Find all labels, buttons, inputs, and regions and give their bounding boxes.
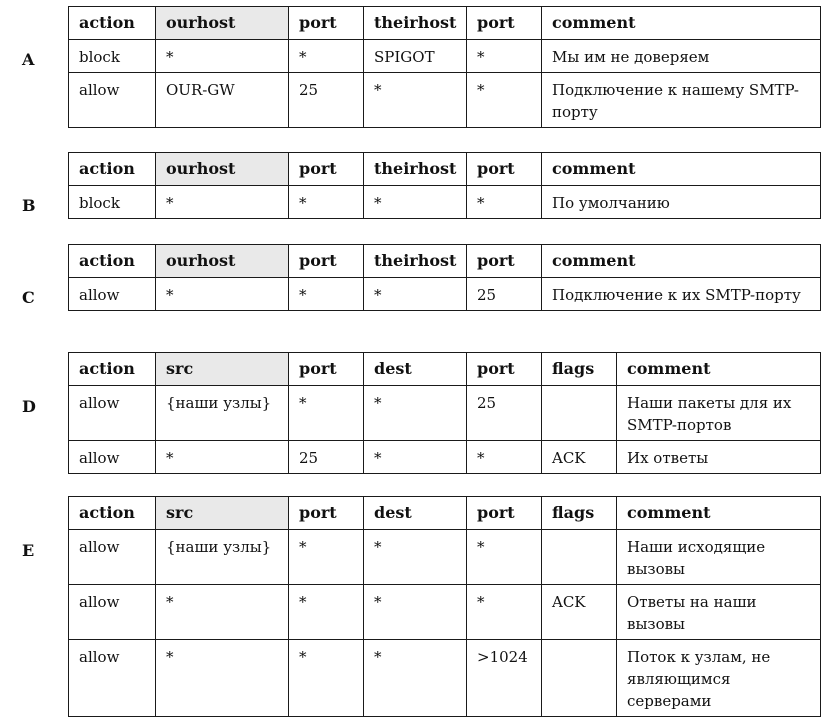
header-port: port xyxy=(289,245,364,278)
cell-comment: По умолчанию xyxy=(542,186,821,219)
cell-ourhost: * xyxy=(156,186,289,219)
table-row xyxy=(69,530,821,585)
cell-action: allow xyxy=(69,278,156,311)
table-row xyxy=(69,186,821,219)
cell-port: 25 xyxy=(289,441,364,474)
cell-comment: Ответы на наши вызовы xyxy=(617,585,821,640)
cell-ourhost: * xyxy=(156,278,289,311)
cell-comment: Наши пакеты для их SMTP-портов xyxy=(617,386,821,441)
table-row xyxy=(69,640,821,717)
cell-dest: * xyxy=(364,441,467,474)
header-comment: comment xyxy=(542,153,821,186)
cell-theirhost: SPIGOT xyxy=(364,40,467,73)
cell-src: * xyxy=(156,441,289,474)
cell-ourhost: OUR-GW xyxy=(156,73,289,128)
table-header-row xyxy=(69,153,821,186)
header-port: port xyxy=(289,153,364,186)
header-action: action xyxy=(69,153,156,186)
cell-port: * xyxy=(289,386,364,441)
cell-flags xyxy=(542,640,617,717)
cell-flags xyxy=(542,386,617,441)
cell-port: * xyxy=(467,585,542,640)
cell-comment: Их ответы xyxy=(617,441,821,474)
cell-comment: Поток к узлам, не являющимся серверами xyxy=(617,640,821,717)
cell-action: allow xyxy=(69,585,156,640)
cell-theirhost: * xyxy=(364,278,467,311)
header-port: port xyxy=(289,353,364,386)
cell-port: 25 xyxy=(467,278,542,311)
rule-table-e xyxy=(68,496,821,717)
cell-action: allow xyxy=(69,386,156,441)
header-flags: flags xyxy=(542,353,617,386)
header-comment: comment xyxy=(542,245,821,278)
cell-port: * xyxy=(289,40,364,73)
table-row xyxy=(69,386,821,441)
cell-comment: Наши исходящие вызовы xyxy=(617,530,821,585)
header-theirhost: theirhost xyxy=(364,245,467,278)
cell-action: block xyxy=(69,186,156,219)
rule-table-a xyxy=(68,6,821,128)
cell-port: * xyxy=(289,530,364,585)
cell-dest: * xyxy=(364,386,467,441)
header-action: action xyxy=(69,353,156,386)
table-header-row xyxy=(69,353,821,386)
header-port: port xyxy=(467,7,542,40)
table-row xyxy=(69,73,821,128)
header-src: src xyxy=(156,353,289,386)
cell-dest: * xyxy=(364,530,467,585)
cell-flags xyxy=(542,530,617,585)
cell-port: * xyxy=(467,441,542,474)
rule-set-label-a: A xyxy=(22,50,35,69)
cell-port: * xyxy=(467,40,542,73)
cell-action: allow xyxy=(69,530,156,585)
cell-theirhost: * xyxy=(364,73,467,128)
cell-src: {наши узлы} xyxy=(156,386,289,441)
rule-set-label-e: E xyxy=(22,541,35,560)
cell-action: allow xyxy=(69,441,156,474)
header-src: src xyxy=(156,497,289,530)
header-action: action xyxy=(69,497,156,530)
header-action: action xyxy=(69,7,156,40)
header-comment: comment xyxy=(542,7,821,40)
cell-port: * xyxy=(467,186,542,219)
header-ourhost: ourhost xyxy=(156,7,289,40)
rule-table-b xyxy=(68,152,821,219)
table-row xyxy=(69,278,821,311)
cell-flags: ACK xyxy=(542,441,617,474)
cell-src: * xyxy=(156,640,289,717)
header-port: port xyxy=(467,245,542,278)
cell-port: * xyxy=(289,186,364,219)
header-dest: dest xyxy=(364,497,467,530)
header-comment: comment xyxy=(617,353,821,386)
cell-theirhost: * xyxy=(364,186,467,219)
cell-comment: Подключение к их SMTP-порту xyxy=(542,278,821,311)
header-port: port xyxy=(467,153,542,186)
table-row xyxy=(69,441,821,474)
cell-src: {наши узлы} xyxy=(156,530,289,585)
header-theirhost: theirhost xyxy=(364,7,467,40)
rule-table-c xyxy=(68,244,821,311)
cell-dest: * xyxy=(364,640,467,717)
table-row xyxy=(69,40,821,73)
cell-action: block xyxy=(69,40,156,73)
header-port: port xyxy=(289,7,364,40)
cell-port: >1024 xyxy=(467,640,542,717)
cell-port: * xyxy=(467,530,542,585)
header-flags: flags xyxy=(542,497,617,530)
cell-src: * xyxy=(156,585,289,640)
cell-comment: Мы им не доверяем xyxy=(542,40,821,73)
header-port: port xyxy=(467,497,542,530)
rule-table-d xyxy=(68,352,821,474)
header-action: action xyxy=(69,245,156,278)
table-header-row xyxy=(69,245,821,278)
cell-port: 25 xyxy=(289,73,364,128)
cell-port: * xyxy=(467,73,542,128)
table-row xyxy=(69,585,821,640)
cell-port: * xyxy=(289,585,364,640)
cell-action: allow xyxy=(69,73,156,128)
header-theirhost: theirhost xyxy=(364,153,467,186)
header-port: port xyxy=(467,353,542,386)
cell-port: * xyxy=(289,640,364,717)
table-header-row xyxy=(69,497,821,530)
header-dest: dest xyxy=(364,353,467,386)
cell-port: 25 xyxy=(467,386,542,441)
cell-flags: ACK xyxy=(542,585,617,640)
header-comment: comment xyxy=(617,497,821,530)
cell-comment: Подключение к нашему SMTP-порту xyxy=(542,73,821,128)
rule-set-label-c: C xyxy=(22,288,35,307)
table-header-row xyxy=(69,7,821,40)
rule-set-label-b: B xyxy=(22,196,36,215)
rule-set-label-d: D xyxy=(22,397,36,416)
cell-action: allow xyxy=(69,640,156,717)
cell-dest: * xyxy=(364,585,467,640)
cell-port: * xyxy=(289,278,364,311)
header-ourhost: ourhost xyxy=(156,245,289,278)
header-port: port xyxy=(289,497,364,530)
header-ourhost: ourhost xyxy=(156,153,289,186)
cell-ourhost: * xyxy=(156,40,289,73)
